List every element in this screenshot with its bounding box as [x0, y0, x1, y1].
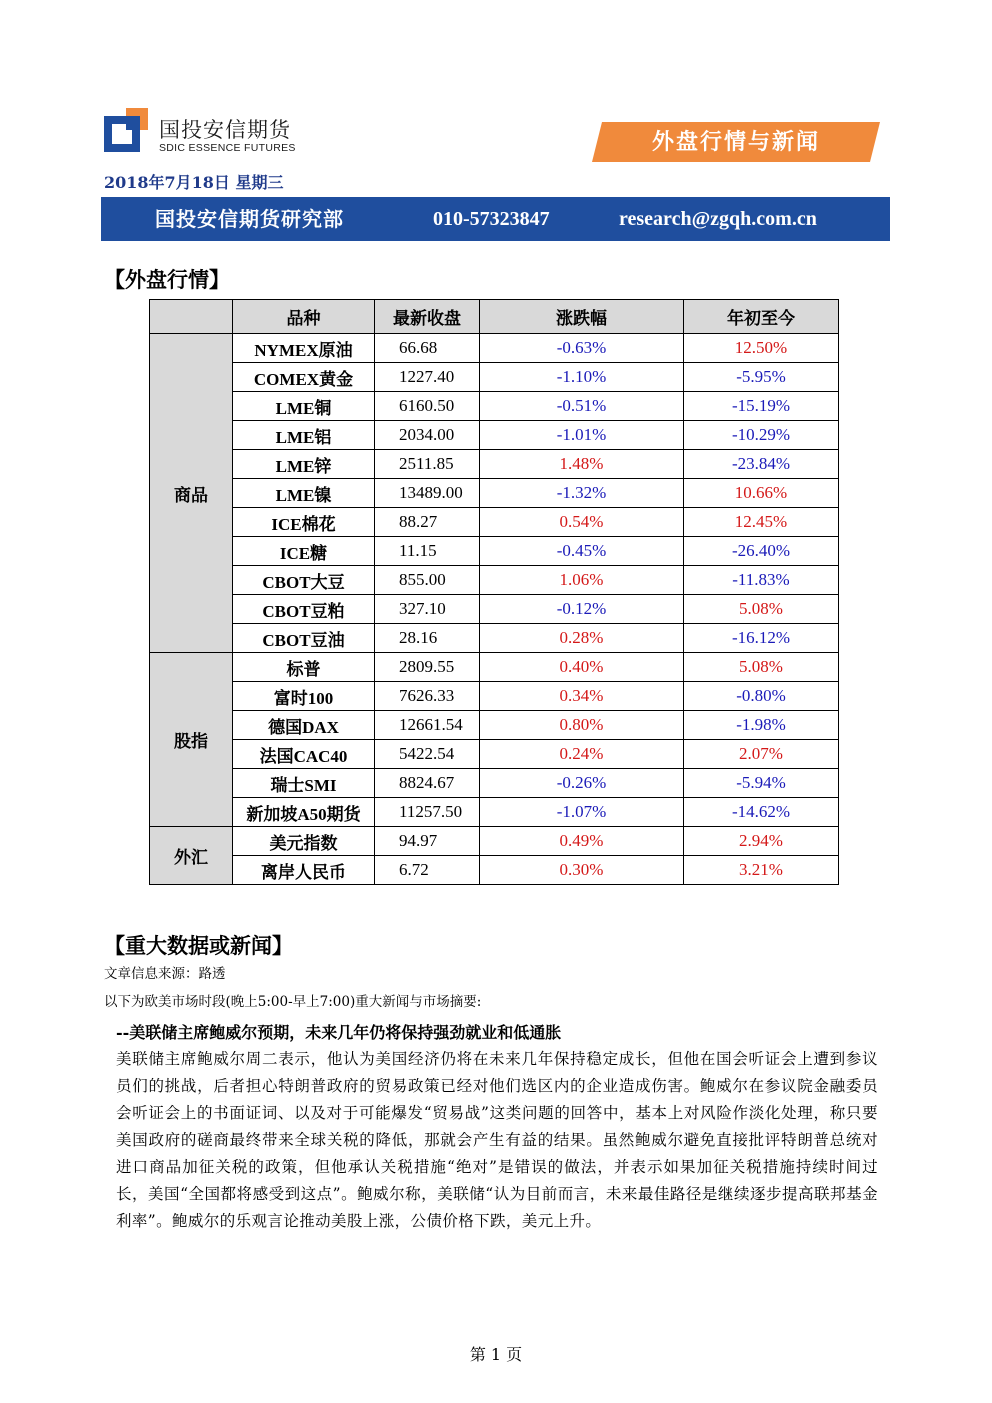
instrument-name: LME镍: [233, 479, 375, 508]
close-price: 7626.33: [375, 682, 480, 711]
header-cell: 涨跌幅: [480, 300, 684, 334]
close-price: 855.00: [375, 566, 480, 595]
ytd-pct: -10.29%: [684, 421, 839, 450]
section-title-news: 【重大数据或新闻】: [104, 933, 293, 958]
table-header-row: [150, 300, 839, 334]
change-pct: 0.28%: [480, 624, 684, 653]
logo-name-cn: 国投安信期货: [159, 118, 291, 142]
close-price: 88.27: [375, 508, 480, 537]
table-row: [150, 537, 839, 566]
change-pct: 0.24%: [480, 740, 684, 769]
instrument-name: COMEX黄金: [233, 363, 375, 392]
change-pct: 0.54%: [480, 508, 684, 537]
ytd-pct: -1.98%: [684, 711, 839, 740]
close-price: 13489.00: [375, 479, 480, 508]
change-pct: -1.01%: [480, 421, 684, 450]
group-label: 外汇: [150, 827, 233, 885]
table-row: [150, 827, 839, 856]
close-price: 327.10: [375, 595, 480, 624]
ytd-pct: 5.08%: [684, 653, 839, 682]
news-headline: --美联储主席鲍威尔预期，未来几年仍将保持强劲就业和低通胀: [116, 1023, 562, 1042]
instrument-name: ICE棉花: [233, 508, 375, 537]
ytd-pct: 2.94%: [684, 827, 839, 856]
close-price: 2809.55: [375, 653, 480, 682]
report-banner: [592, 122, 880, 162]
contact-bar: [101, 197, 890, 241]
close-price: 12661.54: [375, 711, 480, 740]
logo-mark-icon: [104, 108, 148, 152]
table-row: [150, 363, 839, 392]
change-pct: 0.49%: [480, 827, 684, 856]
change-pct: -0.12%: [480, 595, 684, 624]
change-pct: 0.80%: [480, 711, 684, 740]
ytd-pct: 12.50%: [684, 334, 839, 363]
ytd-pct: 5.08%: [684, 595, 839, 624]
change-pct: 1.06%: [480, 566, 684, 595]
change-pct: 0.40%: [480, 653, 684, 682]
instrument-name: LME铝: [233, 421, 375, 450]
ytd-pct: -16.12%: [684, 624, 839, 653]
close-price: 6160.50: [375, 392, 480, 421]
instrument-name: CBOT豆油: [233, 624, 375, 653]
table-row: [150, 682, 839, 711]
contact-dept: 国投安信期货研究部: [155, 207, 344, 231]
close-price: 66.68: [375, 334, 480, 363]
instrument-name: 离岸人民币: [233, 856, 375, 885]
page-number: 第 1 页: [469, 1345, 523, 1364]
close-price: 5422.54: [375, 740, 480, 769]
table-row: [150, 740, 839, 769]
change-pct: 0.34%: [480, 682, 684, 711]
header-cell: 最新收盘: [375, 300, 480, 334]
change-pct: -0.51%: [480, 392, 684, 421]
close-price: 2511.85: [375, 450, 480, 479]
ytd-pct: -14.62%: [684, 798, 839, 827]
company-logo: [104, 104, 404, 160]
ytd-pct: -11.83%: [684, 566, 839, 595]
instrument-name: 新加坡A50期货: [233, 798, 375, 827]
instrument-name: CBOT豆粕: [233, 595, 375, 624]
news-summary-intro: 以下为欧美市场时段(晚上5:00-早上7:00)重大新闻与市场摘要:: [104, 994, 482, 1010]
instrument-name: 美元指数: [233, 827, 375, 856]
instrument-name: LME铜: [233, 392, 375, 421]
report-date: 2018年7月18日 星期三: [104, 173, 284, 192]
news-body: 美联储主席鲍威尔周二表示，他认为美国经济仍将在未来几年保持稳定成长，但他在国会听证会上遭到参议员们的挑战，后者担心特朗普政府的贸易政策已经对他们选区内的企业造成伤害。鲍威尔在参议院金融委员会听证会上的书面证词、以及对于可能爆发“贸易战”这类问题的回答中，基本上对风险作淡化处理，称只要美国政府的磋商最终带来全球关税的降低，那就会产生有益的结果。虽然鲍威尔避免直接批评特朗普总统对进口商品加征关税的政策，但他承认关税措施“绝对”是错误的做法，并表示如果加征关税措施持续时间过长，美国“全国都将感受到这点”。鲍威尔称，美联储“认为目前而言，未来最佳路径是继续逐步提高联邦基金利率”。鲍威尔的乐观言论推动美股上涨，公债价格下跌，美元上升。: [116, 1050, 878, 1230]
close-price: 11.15: [375, 537, 480, 566]
change-pct: -1.32%: [480, 479, 684, 508]
instrument-name: 标普: [233, 653, 375, 682]
table-row: [150, 798, 839, 827]
change-pct: -0.63%: [480, 334, 684, 363]
header-group: [150, 300, 233, 334]
logo-name-en: SDIC ESSENCE FUTURES: [159, 142, 296, 154]
ytd-pct: -26.40%: [684, 537, 839, 566]
ytd-pct: -5.94%: [684, 769, 839, 798]
table-row: [150, 624, 839, 653]
ytd-pct: 3.21%: [684, 856, 839, 885]
table-row: [150, 711, 839, 740]
group-label: 股指: [150, 653, 233, 827]
close-price: 8824.67: [375, 769, 480, 798]
header-cell: 年初至今: [684, 300, 839, 334]
ytd-pct: 12.45%: [684, 508, 839, 537]
close-price: 6.72: [375, 856, 480, 885]
table-row: [150, 392, 839, 421]
instrument-name: 法国CAC40: [233, 740, 375, 769]
table-row: [150, 653, 839, 682]
change-pct: 0.30%: [480, 856, 684, 885]
contact-phone: 010-57323847: [433, 208, 550, 230]
ytd-pct: 10.66%: [684, 479, 839, 508]
table-row: [150, 421, 839, 450]
instrument-name: LME锌: [233, 450, 375, 479]
change-pct: -1.10%: [480, 363, 684, 392]
ytd-pct: -15.19%: [684, 392, 839, 421]
table-row: [150, 856, 839, 885]
instrument-name: 富时100: [233, 682, 375, 711]
instrument-name: NYMEX原油: [233, 334, 375, 363]
close-price: 28.16: [375, 624, 480, 653]
change-pct: -0.26%: [480, 769, 684, 798]
contact-email[interactable]: research@zgqh.com.cn: [619, 208, 817, 230]
change-pct: -1.07%: [480, 798, 684, 827]
instrument-name: ICE糖: [233, 537, 375, 566]
table-row: [150, 769, 839, 798]
header-cell: 品种: [233, 300, 375, 334]
banner-title: 外盘行情与新闻: [651, 129, 820, 155]
table-row: [150, 508, 839, 537]
change-pct: 1.48%: [480, 450, 684, 479]
close-price: 94.97: [375, 827, 480, 856]
close-price: 11257.50: [375, 798, 480, 827]
ytd-pct: -0.80%: [684, 682, 839, 711]
change-pct: -0.45%: [480, 537, 684, 566]
table-row: [150, 595, 839, 624]
market-table: [149, 299, 839, 885]
ytd-pct: 2.07%: [684, 740, 839, 769]
news-source: 文章信息来源：路透: [104, 966, 226, 982]
instrument-name: CBOT大豆: [233, 566, 375, 595]
group-label: 商品: [150, 334, 233, 653]
ytd-pct: -5.95%: [684, 363, 839, 392]
ytd-pct: -23.84%: [684, 450, 839, 479]
table-body: [150, 334, 839, 885]
close-price: 2034.00: [375, 421, 480, 450]
table-row: [150, 334, 839, 363]
table-row: [150, 479, 839, 508]
close-price: 1227.40: [375, 363, 480, 392]
table-row: [150, 450, 839, 479]
table-row: [150, 566, 839, 595]
instrument-name: 瑞士SMI: [233, 769, 375, 798]
section-title-market: 【外盘行情】: [104, 267, 230, 292]
instrument-name: 德国DAX: [233, 711, 375, 740]
